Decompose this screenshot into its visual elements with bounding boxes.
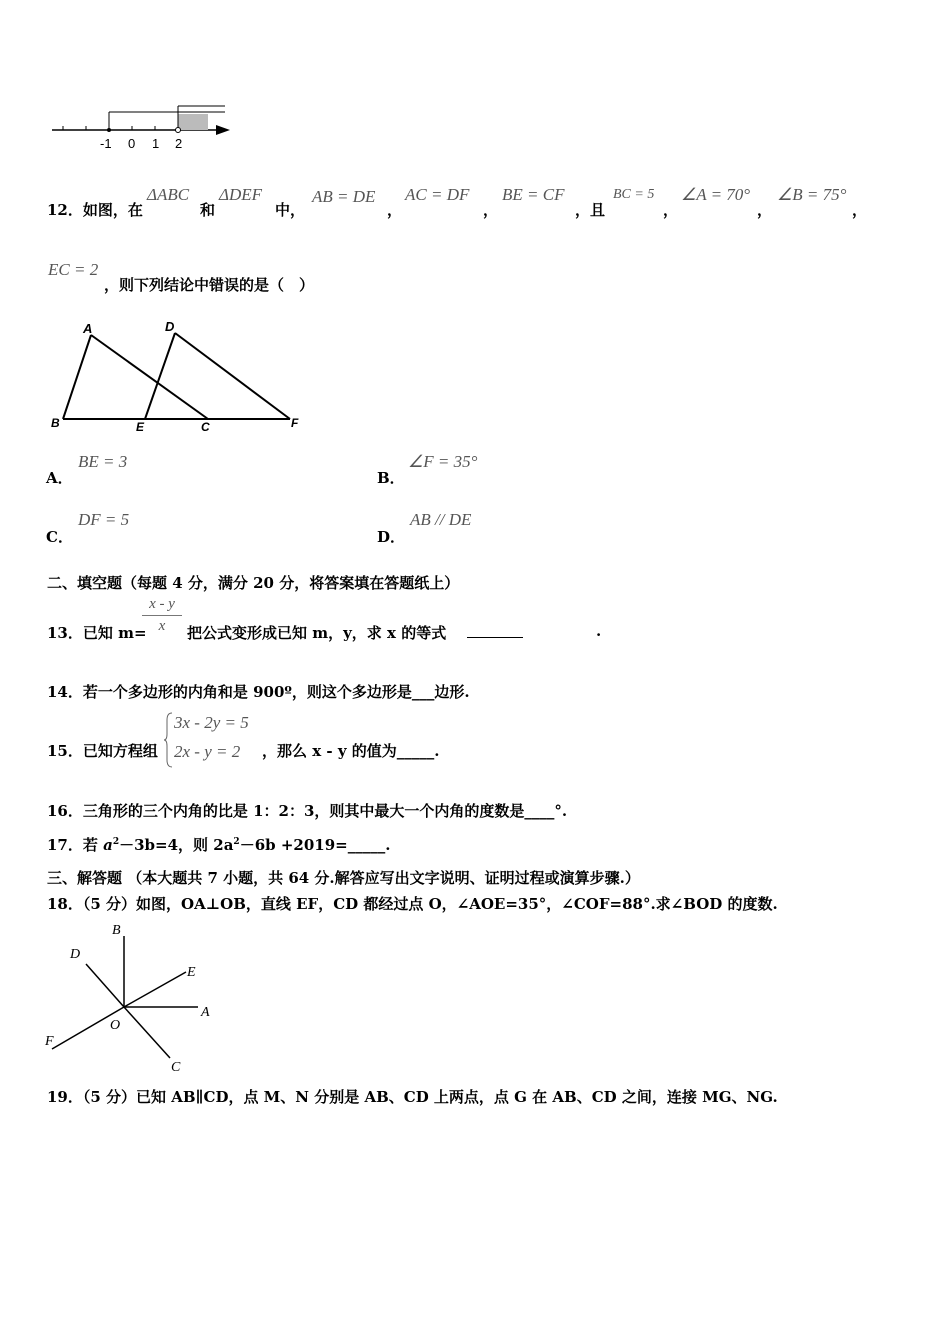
q13-end: .	[596, 622, 602, 640]
q12-cond-6: ∠B = 75°	[777, 185, 847, 204]
q13-answer-blank[interactable]	[467, 623, 523, 638]
q12-cond-5: ∠A = 70°	[681, 185, 751, 204]
tick-label: 0	[128, 136, 136, 151]
q18-label-f: F	[45, 1034, 54, 1049]
q12-number: 12．如图，在	[47, 201, 143, 219]
q18-label-e: E	[187, 965, 196, 980]
q12-cond-4: BC = 5	[613, 187, 655, 202]
figure-label-f: F	[291, 416, 299, 430]
tick-label: 2	[175, 136, 183, 151]
q12-cond-7: EC = 2	[48, 260, 99, 279]
option-d-expr[interactable]: AB // DE	[410, 510, 472, 529]
q12-question: ，则下列结论中错误的是（ ）	[104, 276, 315, 294]
q13-numerator: x - y	[149, 596, 175, 612]
q15-prefix: 15．已知方程组	[47, 742, 158, 760]
option-d-key[interactable]: D．	[377, 528, 406, 546]
q13-fraction	[142, 596, 182, 635]
tick-label: 1	[152, 136, 160, 151]
figure-label-d: D	[165, 319, 175, 334]
q15-suffix: ，那么 x - y 的值为_____.	[262, 742, 440, 760]
q14-text: 14．若一个多边形的内角和是 900º，则这个多边形是___边形.	[47, 683, 470, 701]
q16-text: 16．三角形的三个内角的比是 1：2：3，则其中最大一个内角的度数是____°.	[47, 802, 568, 820]
option-b-expr[interactable]: ∠F = 35°	[408, 452, 478, 471]
q12-and-2: ，且	[575, 201, 606, 219]
q15-equation-1: 3x - 2y = 5	[174, 713, 249, 732]
section-3-heading: 三、解答题 （本大题共 7 小题，共 64 分.解答应写出文字说明、证明过程或演算步骤.）	[47, 869, 640, 887]
option-a-key[interactable]: A．	[46, 469, 73, 487]
figure-label-a: A	[83, 321, 93, 336]
q13-denominator: x	[158, 618, 166, 634]
q12-cond-1: AB = DE	[312, 187, 376, 206]
tick-label: -1	[100, 136, 112, 151]
q17-text: 17．若 $a^2-3b=4$，则 $2a^2-6b$ +2019=_____.	[47, 836, 391, 854]
q12-triangle-abc: ΔABC	[147, 185, 190, 204]
number-line-figure	[48, 100, 238, 155]
figure-label-e: E	[136, 420, 145, 434]
brace-icon	[163, 712, 173, 768]
q18-label-o: O	[110, 1018, 121, 1033]
q12-and: 和	[200, 201, 216, 219]
q15-equation-2: 2x - y = 2	[174, 742, 241, 761]
q13-prefix: 13．已知 m=	[47, 624, 147, 642]
figure-label-b: B	[51, 416, 60, 430]
q13-text: 把公式变形成已知 m，y，求 x 的等式	[187, 624, 447, 642]
q12-triangle-figure	[45, 315, 310, 435]
q18-label-a: A	[201, 1005, 210, 1020]
q12-cond-2: AC = DF	[405, 185, 470, 204]
q18-label-b: B	[112, 923, 121, 938]
q12-triangle-def: ΔDEF	[219, 185, 263, 204]
option-a-expr[interactable]: BE = 3	[78, 452, 128, 471]
figure-label-c: C	[201, 420, 210, 434]
q19-text: 19．（5 分）已知 AB∥CD，点 M、N 分别是 AB、CD 上两点，点 G 在 AB、CD 之间，连接 MG、NG.	[47, 1088, 778, 1106]
section-2-heading: 二、填空题（每题 4 分，满分 20 分，将答案填在答题纸上）	[47, 574, 460, 592]
option-c-expr[interactable]: DF = 5	[78, 510, 130, 529]
q18-angle-figure	[40, 918, 220, 1076]
q12-middle: 中，	[275, 201, 306, 219]
option-b-key[interactable]: B．	[377, 469, 405, 487]
q12-line1: 12．如图，在 ΔABC 和 ΔDEF 中， AB = DE ， AC = DF ， BE = CF ，且 BC = 5 ， ∠A = 70° ， ∠B = 75° ，	[47, 185, 868, 219]
q12-cond-3: BE = CF	[502, 185, 565, 204]
q18-label-d: D	[70, 947, 81, 962]
option-c-key[interactable]: C．	[46, 528, 73, 546]
q18-text: 18．（5 分）如图，OA⊥OB，直线 EF，CD 都经过点 O，∠AOE=35°，∠COF=88°.求∠BOD 的度数.	[47, 895, 778, 913]
q18-label-c: C	[171, 1060, 181, 1075]
